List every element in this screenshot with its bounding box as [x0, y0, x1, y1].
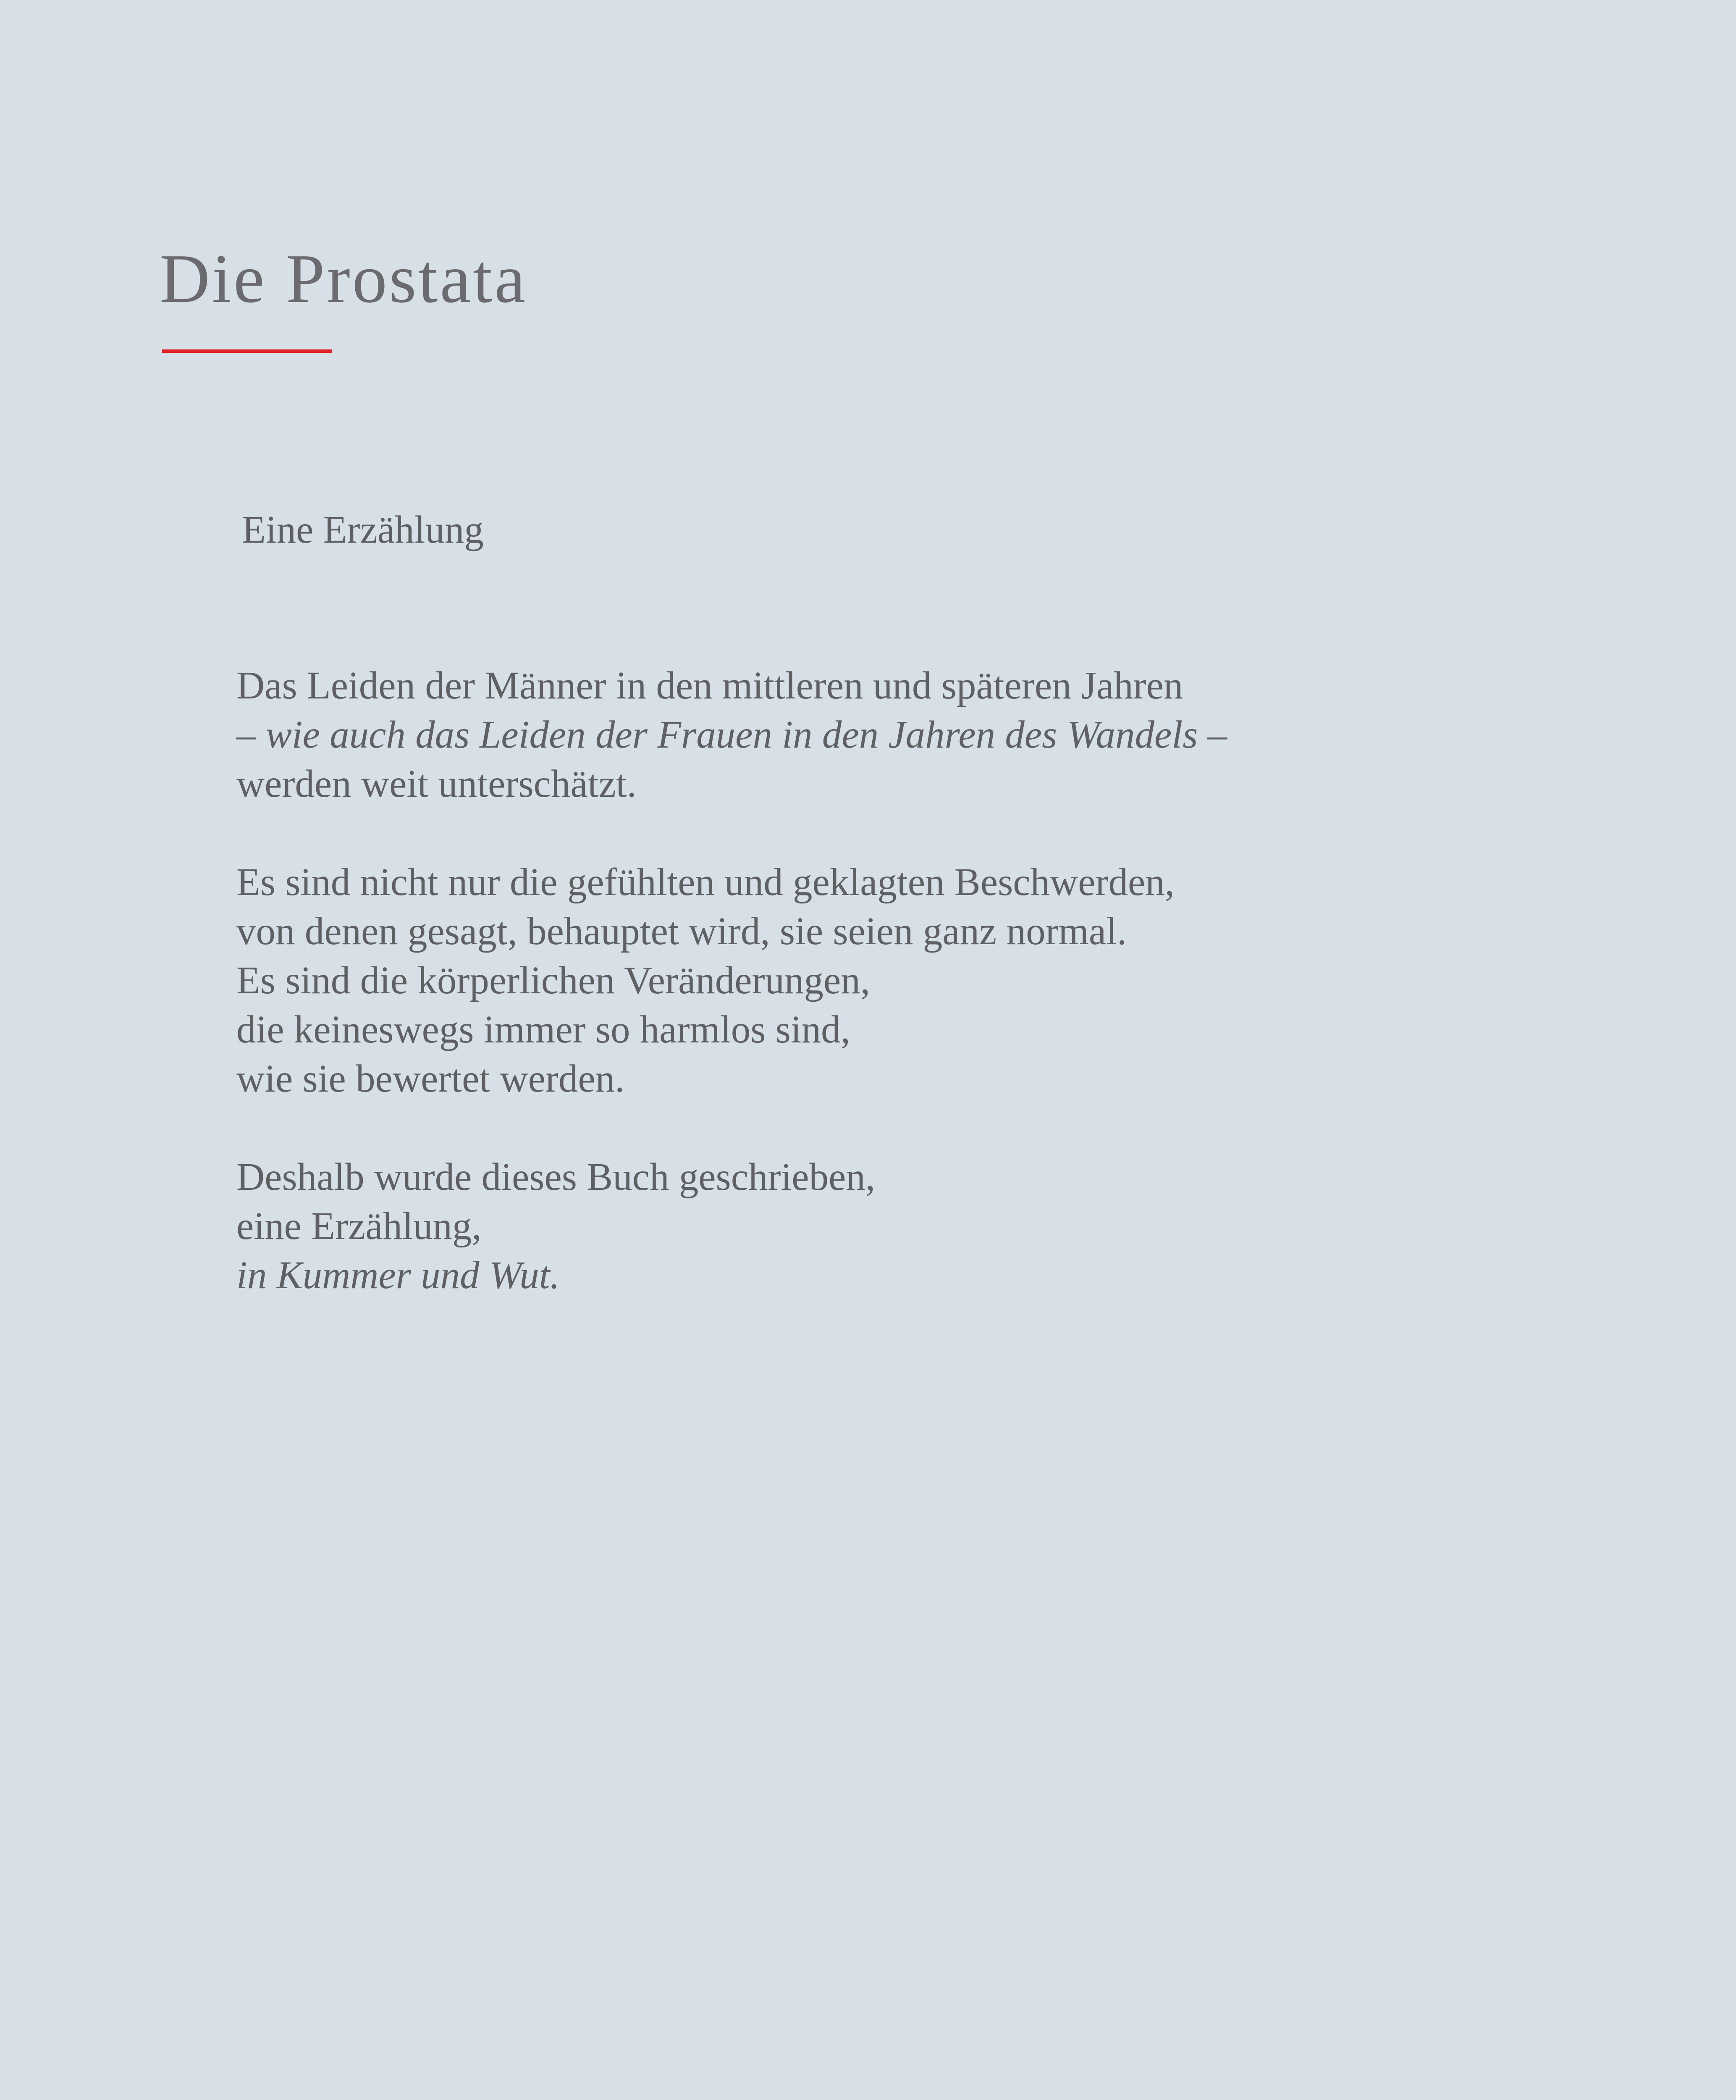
blurb-line: wie sie bewertet werden. [236, 1057, 625, 1100]
book-subtitle: Eine Erzählung [242, 508, 484, 551]
blurb-line: Das Leiden der Männer in den mittleren und späteren Jahren [236, 664, 1183, 707]
blurb-line-italic: in Kummer und Wut. [236, 1254, 560, 1297]
blurb-line: eine Erzählung, [236, 1205, 482, 1248]
book-title: Die Prostata [160, 240, 527, 317]
blurb-line: Es sind nicht nur die gefühlten und geklagten Beschwerden, [236, 861, 1175, 904]
blurb-text [236, 661, 1664, 1300]
blurb-line: Deshalb wurde dieses Buch geschrieben, [236, 1155, 876, 1199]
blurb-line: von denen gesagt, behauptet wird, sie seien ganz normal. [236, 910, 1127, 953]
blurb-line: Es sind die körperlichen Veränderungen, [236, 959, 871, 1002]
blurb-line: werden weit unterschätzt. [236, 762, 637, 806]
blurb-line-italic: – wie auch das Leiden der Frauen in den Jahren des Wandels – [236, 713, 1227, 756]
paragraph-gap [236, 1103, 1664, 1152]
paragraph-gap [236, 808, 1664, 858]
blurb-line: die keineswegs immer so harmlos sind, [236, 1008, 850, 1051]
title-underline-rule [162, 349, 332, 353]
